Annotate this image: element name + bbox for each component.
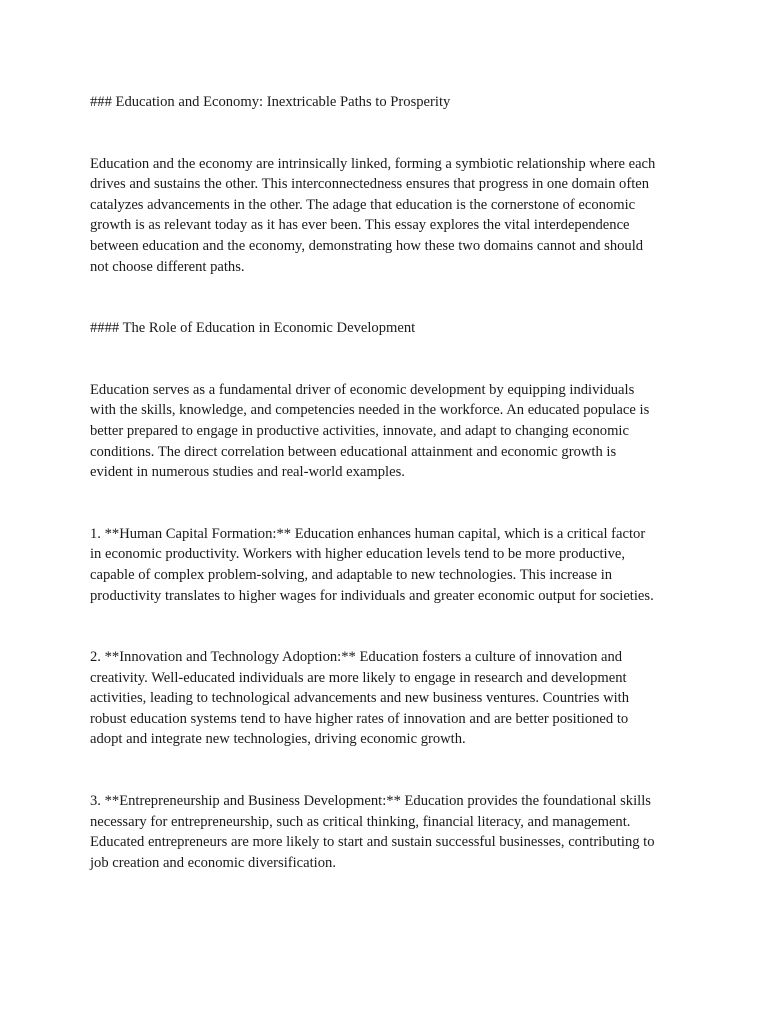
document-page <box>90 92 682 914</box>
document-title: ### Education and Economy: Inextricable Paths to Prosperity <box>90 94 451 110</box>
list-item: 2. **Innovation and Technology Adoption:** Education fosters a culture of innovation and creativity. Well-educated individuals are more likely to engage in research and development activities, leading to technological advancements and new business ventures. Countries with robust education systems tend to have higher rates of innovation and are better positioned to adopt and integrate new technologies, driving economic growth. <box>90 649 630 748</box>
intro-paragraph: Education and the economy are intrinsically linked, forming a symbiotic relationship where each drives and sustains the other. This interconnectedness ensures that progress in one domain often catalyzes advancements in the other. The adage that education is the cornerstone of economic growth is as relevant today as it has ever been. This essay explores the vital interdependence between education and the economy, demonstrating how these two domains cannot and should not choose different paths. <box>90 155 656 275</box>
section-heading: #### The Role of Education in Economic Development <box>90 320 416 337</box>
list-item: 3. **Entrepreneurship and Business Development:** Education provides the foundational skills necessary for entrepreneurship, such as critical thinking, financial literacy, and management. Educated entrepreneurs are more likely to start and sustain successful businesses, contributing to job creation and economic diversification. <box>90 793 655 871</box>
list-item: 1. **Human Capital Formation:** Education enhances human capital, which is a critical factor in economic productivity. Workers with higher education levels tend to be more productive, capable of complex problem-solving, and adaptable to new technologies. This increase in productivity translates to higher wages for individuals and greater economic output for societies. <box>90 525 654 604</box>
section-paragraph: Education serves as a fundamental driver of economic development by equipping individuals with the skills, knowledge, and competencies needed in the workforce. An educated populace is better prepared to engage in productive activities, innovate, and adapt to changing economic conditions. The direct correlation between educational attainment and economic growth is evident in numerous studies and real-world examples. <box>90 381 650 481</box>
